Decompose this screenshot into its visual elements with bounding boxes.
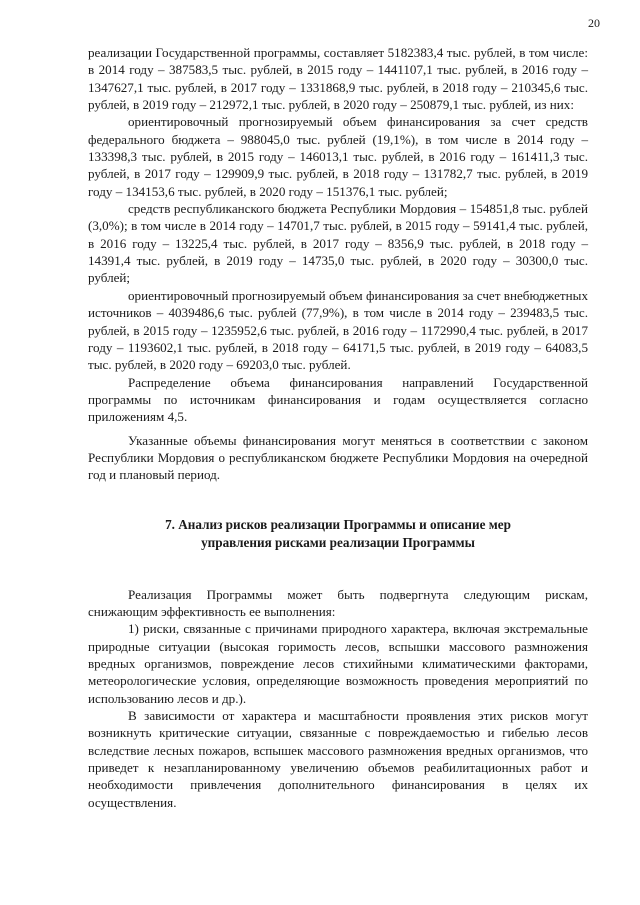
paragraph-distribution: Распределение объема финансирования направлений Государственной программы по источникам финансирования и годам осуществляется согласно приложениям 4,5. (88, 374, 588, 425)
page-number: 20 (588, 16, 600, 30)
paragraph-total-funding: реализации Государственной программы, составляет 5182383,4 тыс. рублей, в том числе: в 2014 году – 387583,5 тыс. рублей, в 2015 году – 1441107,1 тыс. рублей, в 2016 году – 1347627,1 тыс. рублей, в 2017 году – 1331868,9 тыс. рублей, в 2018 году – 210345,6 тыс. рублей, в 2019 году – 212972,1 тыс. рублей, в 2020 году – 250879,1 тыс. рублей, из них: (88, 45, 588, 113)
paragraph-federal-budget: ориентировочный прогнозируемый объем финансирования за счет средств федерального бюджета – 988045,0 тыс. рублей (19,1%), в том числе в 2014 году – 133398,3 тыс. рублей, в 2015 году – 146013,1 тыс. рублей, в 2016 году – 161411,3 тыс. рублей, в 2017 году – 129909,9 тыс. рублей, в 2018 году – 131782,7 тыс. рублей, в 2019 году – 134153,6 тыс. рублей, в 2020 году – 151376,1 тыс. рублей; (88, 114, 588, 199)
section-heading (88, 516, 588, 552)
paragraph-extrabudgetary: ориентировочный прогнозируемый объем финансирования за счет внебюджетных источников – 4039486,6 тыс. рублей (77,9%), в том числе в 2014 году – 239483,5 тыс. рублей, в 2015 году – 1235952,6 тыс. рублей, в 2016 году – 1172990,4 тыс. рублей, в 2017 году – 1193602,1 тыс. рублей, в 2018 году – 64171,5 тыс. рублей, в 2019 году – 64083,5 тыс. рублей, в 2020 году – 69203,0 тыс. рублей. (88, 287, 588, 373)
paragraph-risks-intro: Реализация Программы может быть подвергнута следующим рискам, снижающим эффективность ее выполнения: (88, 586, 588, 619)
paragraph-funding-changes: Указанные объемы финансирования могут меняться в соответствии с законом Республики Мордовия о республиканском бюджете Республики Мордовия на очередной год и плановый период. (88, 432, 588, 483)
section-heading-line-2: управления рисками реализации Программы (201, 534, 475, 550)
paragraph-natural-risks: 1) риски, связанные с причинами природного характера, включая экстремальные природные ситуации (высокая горимость лесов, вспышки массового размножения вредных организмов, повреждение лесов стихийными климатическими факторами, метеорологические условия, определяющие возможность проведения мероприятий по использованию лесов и др.). (88, 621, 588, 706)
paragraph-risk-consequences: В зависимости от характера и масштабности проявления этих рисков могут возникнуть критические ситуации, связанные с повреждаемостью и гибелью лесов вследствие лесных пожаров, вспышек массового размножения вредных организмов, что приведет к незапланированному увеличению объемов реабилитационных работ и необходимости привлечения дополнительного финансирования в целях их осуществления. (88, 708, 588, 810)
document-body (88, 44, 588, 811)
section-heading-line-1: 7. Анализ рисков реализации Программы и описание мер (165, 516, 511, 532)
paragraph-republican-budget: средств республиканского бюджета Республики Мордовия – 154851,8 тыс. рублей (3,0%); в том числе в 2014 году – 14701,7 тыс. рублей, в 2015 году – 59141,4 тыс. рублей, в 2016 году – 13225,4 тыс. рублей, в 2017 году – 8356,9 тыс. рублей, в 2018 году – 14391,4 тыс. рублей, в 2019 году – 14735,0 тыс. рублей, в 2020 году – 30300,0 тыс. рублей; (88, 201, 588, 286)
